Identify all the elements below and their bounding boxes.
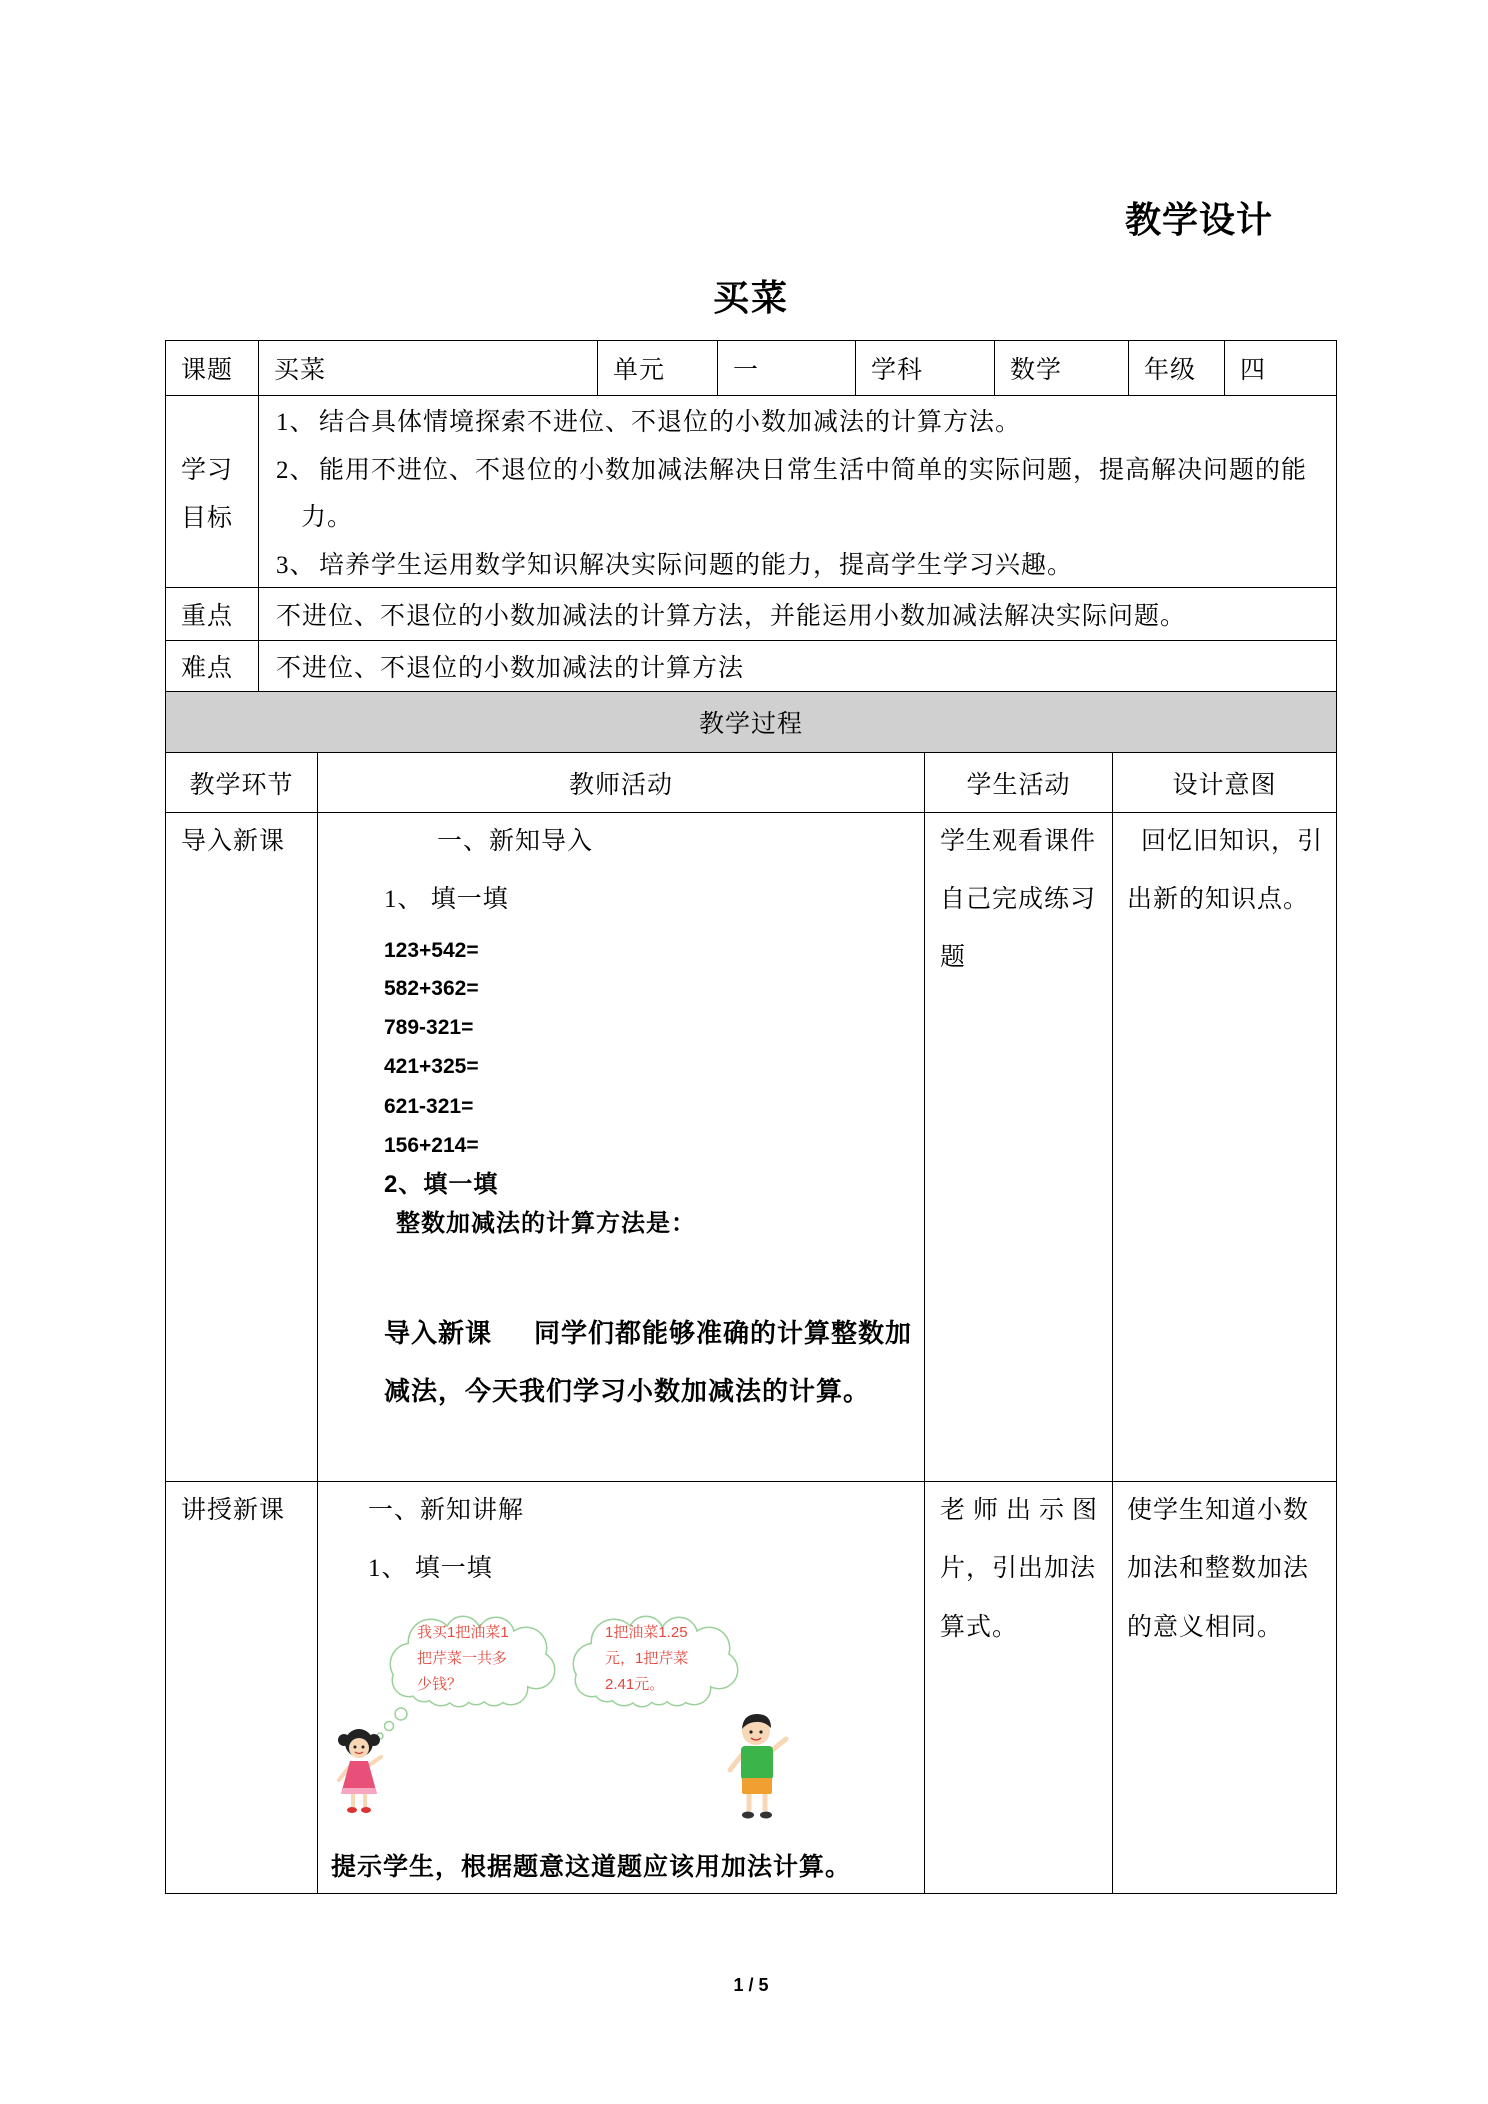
exercise-5: 621-321=: [384, 1095, 474, 1118]
stage-2-hint: 提示学生，根据题意这道题应该用加法计算。: [331, 1853, 852, 1881]
grade-label: 年级: [1144, 357, 1197, 384]
stage-1-student-cell: [925, 813, 1113, 1482]
process-title: 教学过程: [698, 711, 803, 738]
stage-2-task-1: 1、 填一填: [368, 1555, 493, 1582]
stage-1-intent-line-2: 出新的知识点。: [1127, 886, 1310, 913]
stage-1-heading: 一、新知导入: [437, 828, 594, 855]
topic-value-cell: [259, 341, 598, 396]
illustration-canvas: [331, 1612, 801, 1824]
stage-1-student-line-1: 学生观看课件: [940, 828, 1097, 855]
girl-bubble-line-2: 把芹菜一共多: [417, 1650, 508, 1667]
stage-2-intent-cell: [1113, 1482, 1337, 1894]
lesson-title: 买菜: [712, 278, 789, 318]
stage-1-name: 导入新课: [181, 828, 286, 855]
key-point-cell: [259, 588, 1337, 641]
header-stage-cell: [166, 753, 318, 813]
exercise-3: 789-321=: [384, 1016, 474, 1039]
objectives-label-line-2: 目标: [181, 505, 234, 532]
topic-label-cell: [166, 341, 259, 396]
difficulty-cell: [259, 641, 1337, 692]
stage-1-intent-line-1: 回忆旧知识，引: [1141, 828, 1324, 855]
girl-bubble-text: [417, 1620, 509, 1698]
unit-value-cell: [718, 341, 856, 396]
stage-2-heading: 一、新知讲解: [368, 1497, 525, 1524]
key-point-label: 重点: [181, 603, 234, 630]
objectives-cell: [259, 396, 1337, 588]
objectives-label-cell: [166, 396, 259, 588]
objective-1-number: 1、: [276, 409, 316, 436]
key-point-label-cell: [166, 588, 259, 641]
stage-2-intent-line-1: 使学生知道小数: [1127, 1497, 1310, 1524]
subject-value: 数学: [1010, 357, 1063, 384]
page-number: 1 / 5: [733, 1975, 769, 1995]
subject-value-cell: [995, 341, 1129, 396]
objective-3-number: 3、: [276, 552, 316, 579]
header-teacher-activity: 教师活动: [568, 771, 673, 799]
unit-label-cell: [598, 341, 718, 396]
grade-value-cell: [1225, 341, 1337, 396]
difficulty-text: 不进位、不退位的小数加减法的计算方法: [276, 655, 745, 682]
header-student-activity: 学生活动: [966, 771, 1071, 799]
stage-2-name-cell: [166, 1482, 318, 1894]
lesson-plan-table: [165, 340, 1337, 1894]
stage-1-intro-line-2: 减法，今天我们学习小数加减法的计算。: [384, 1376, 871, 1406]
objective-1-text: 结合具体情境探索不进位、不退位的小数加减法的计算方法。: [319, 409, 1022, 436]
stage-1-prompt: 整数加减法的计算方法是：: [396, 1210, 696, 1237]
header-student-cell: [925, 753, 1113, 813]
topic-label: 课题: [181, 357, 234, 384]
stage-2-student-cell: [925, 1482, 1113, 1894]
objective-3-text: 培养学生运用数学知识解决实际问题的能力，提高学生学习兴趣。: [319, 552, 1074, 579]
stage-2-student-line-3: 算式。: [940, 1614, 1019, 1641]
objective-2-text-continued: 力。: [301, 504, 354, 531]
stage-2-teacher-cell: [318, 1482, 925, 1894]
boy-bubble-line-2: 元，1把芹菜: [605, 1650, 689, 1667]
key-point-text: 不进位、不退位的小数加减法的计算方法，并能运用小数加减法解决实际问题。: [276, 603, 1187, 630]
grade-label-cell: [1129, 341, 1225, 396]
stage-1-task-2: 2、填一填: [384, 1171, 499, 1198]
stage-2-name: 讲授新课: [181, 1497, 286, 1524]
stage-1-student-line-2: 自己完成练习: [940, 886, 1097, 913]
subject-label-cell: [856, 341, 995, 396]
stage-1-student-line-3: 题: [940, 944, 967, 971]
stage-2-student-line-2: 片，引出加法: [940, 1555, 1097, 1582]
stage-1-intro-label: 导入新课: [384, 1318, 493, 1348]
thought-dots: [377, 1708, 407, 1739]
difficulty-label-cell: [166, 641, 259, 692]
stage-2-intent-line-3: 的意义相同。: [1127, 1614, 1284, 1641]
difficulty-label: 难点: [181, 655, 234, 682]
boy-bubble-text: [605, 1620, 688, 1698]
boy-bubble-line-1: 1把油菜1.25: [605, 1624, 688, 1641]
process-title-cell: [166, 692, 1337, 753]
unit-label: 单元: [613, 357, 666, 384]
grade-value: 四: [1240, 357, 1267, 384]
document-type-heading: 教学设计: [1125, 200, 1274, 240]
exercise-6: 156+214=: [384, 1134, 479, 1157]
stage-1-intro-line-1: 同学们都能够准确的计算整数加: [534, 1318, 913, 1348]
header-design-intent: 设计意图: [1172, 771, 1277, 799]
objective-2-number: 2、: [276, 457, 316, 484]
stage-1-name-cell: [166, 813, 318, 1482]
header-intent-cell: [1113, 753, 1337, 813]
stage-2-student-line-1: 老师出示图: [940, 1497, 1106, 1524]
exercise-2: 582+362=: [384, 977, 479, 1000]
girl-bubble-line-1: 我买1把油菜1: [417, 1624, 509, 1641]
stage-1-intent-cell: [1113, 813, 1337, 1482]
boy-bubble-line-3: 2.41元。: [605, 1676, 665, 1693]
header-teacher-cell: [318, 753, 925, 813]
stage-2-intent-line-2: 加法和整数加法: [1127, 1555, 1310, 1582]
subject-label: 学科: [871, 357, 924, 384]
boy-illustration: [730, 1714, 786, 1819]
exercise-4: 421+325=: [384, 1055, 479, 1078]
stage-1-teacher-cell: [318, 813, 925, 1482]
shopping-dialogue-illustration: [331, 1612, 801, 1824]
unit-value: 一: [733, 357, 760, 384]
topic-value: 买菜: [274, 357, 327, 384]
exercise-1: 123+542=: [384, 939, 479, 962]
objectives-label-line-1: 学习: [181, 457, 234, 484]
objective-2-text: 能用不进位、不退位的小数加减法解决日常生活中简单的实际问题，提高解决问题的能: [319, 457, 1308, 484]
stage-1-task-1: 1、 填一填: [384, 886, 509, 913]
girl-illustration: [338, 1729, 381, 1813]
girl-bubble-line-3: 少钱？: [417, 1676, 463, 1693]
header-stage: 教学环节: [189, 771, 294, 799]
